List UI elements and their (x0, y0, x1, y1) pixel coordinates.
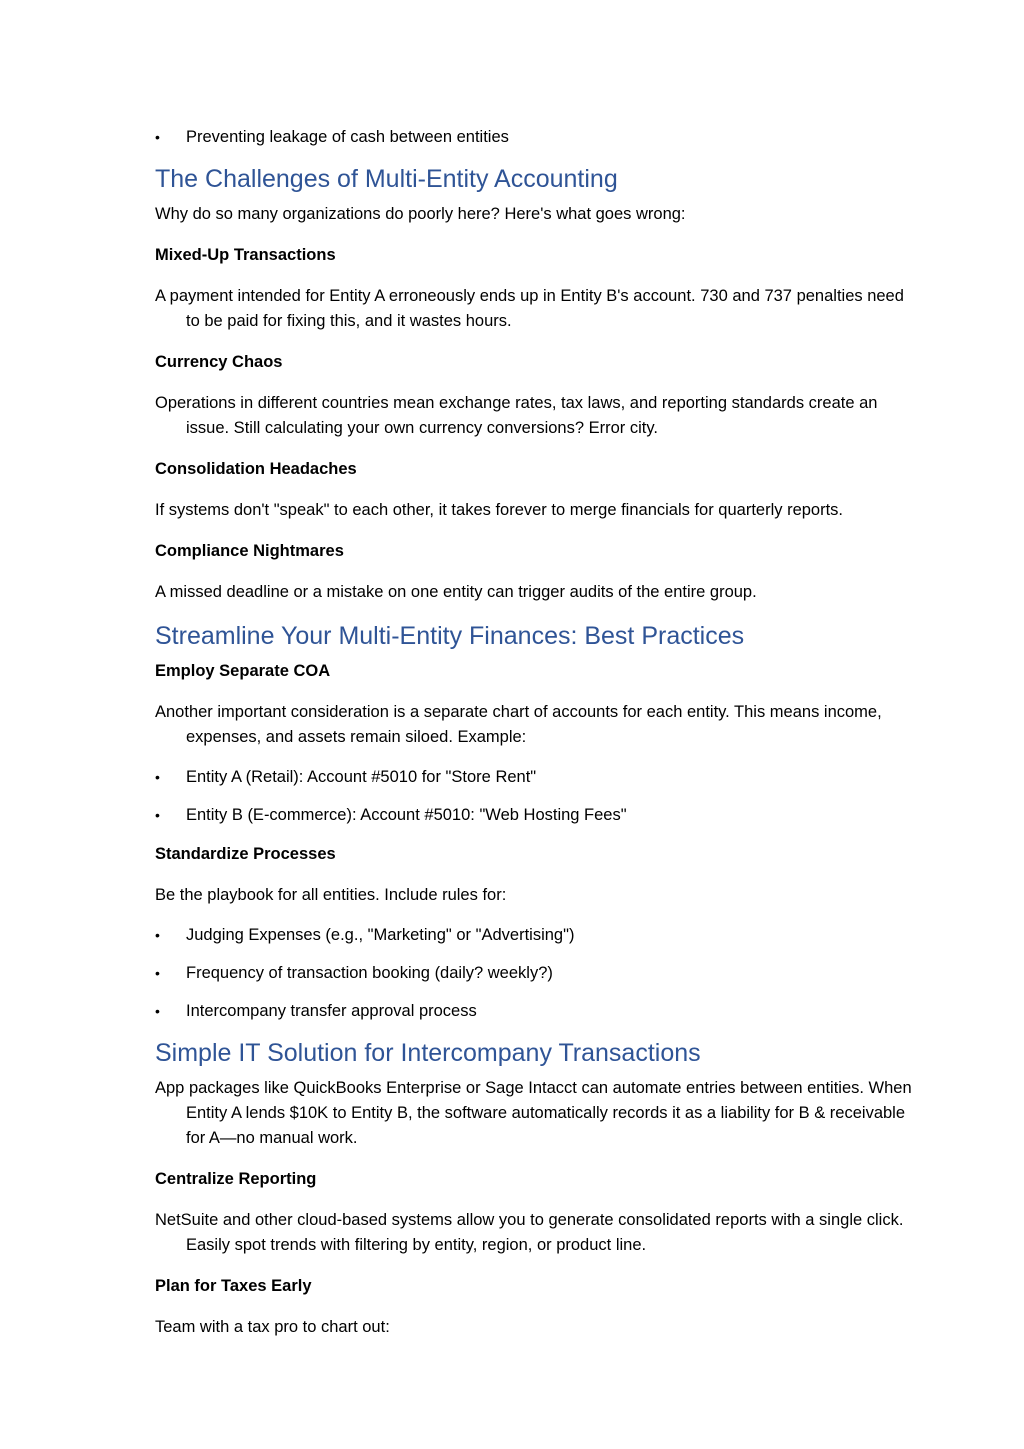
bullet-icon: • (155, 1003, 160, 1019)
list-item (155, 1000, 915, 1022)
subheading-standardize: Standardize Processes (155, 845, 336, 863)
section-heading-it-solution: Simple IT Solution for Intercompany Transactions (155, 1039, 701, 1067)
list-item-text: Entity A (Retail): Account #5010 for "Store Rent" (186, 768, 537, 786)
paragraph-taxes: Team with a tax pro to chart out: (155, 1318, 390, 1336)
section-heading-challenges: The Challenges of Multi-Entity Accounting (155, 165, 618, 193)
list-item (155, 766, 915, 788)
subheading-consolidation: Consolidation Headaches (155, 460, 357, 478)
list-item (155, 804, 915, 826)
paragraph-currency: Operations in different countries mean exchange rates, tax laws, and reporting standards create an issue. Still calculating your own currency conversions? Error city. (155, 394, 878, 437)
paragraph-reporting: NetSuite and other cloud-based systems allow you to generate consolidated reports with a single click. Easily spot trends with filtering by entity, region, or product line. (155, 1211, 904, 1254)
list-item-text: Judging Expenses (e.g., "Marketing" or "Advertising") (186, 926, 575, 944)
subheading-currency: Currency Chaos (155, 353, 283, 371)
paragraph-it-solution: App packages like QuickBooks Enterprise or Sage Intacct can automate entries between entities. When Entity A lends $10K to Entity B, the software automatically records it as a liability for B & receivable for A—no manual work. (155, 1079, 912, 1147)
paragraph-intro: Why do so many organizations do poorly here? Here's what goes wrong: (155, 205, 686, 223)
paragraph-standardize: Be the playbook for all entities. Include rules for: (155, 886, 507, 904)
subheading-mixed-up: Mixed-Up Transactions (155, 246, 336, 264)
list-item-text: Intercompany transfer approval process (186, 1002, 477, 1020)
subheading-taxes: Plan for Taxes Early (155, 1277, 312, 1295)
bullet-icon: • (155, 965, 160, 981)
list-item-text: Entity B (E-commerce): Account #5010: "Web Hosting Fees" (186, 806, 627, 824)
bullet-icon: • (155, 927, 160, 943)
bullet-icon: • (155, 807, 160, 823)
subheading-reporting: Centralize Reporting (155, 1170, 317, 1188)
bullet-icon: • (155, 129, 160, 145)
list-item (155, 126, 915, 148)
subheading-coa: Employ Separate COA (155, 662, 331, 680)
subheading-compliance: Compliance Nightmares (155, 542, 344, 560)
paragraph-consolidation: If systems don't "speak" to each other, it takes forever to merge financials for quarterly reports. (155, 501, 844, 519)
list-item-text: Preventing leakage of cash between entities (186, 128, 509, 146)
list-item (155, 962, 915, 984)
paragraph-mixed-up: A payment intended for Entity A erroneously ends up in Entity B's account. 730 and 737 penalties need to be paid for fixing this, and it wastes hours. (155, 287, 904, 330)
bullet-icon: • (155, 769, 160, 785)
list-item-text: Frequency of transaction booking (daily? weekly?) (186, 964, 553, 982)
paragraph-compliance: A missed deadline or a mistake on one entity can trigger audits of the entire group. (155, 583, 757, 601)
document-page (155, 126, 915, 1356)
list-item (155, 924, 915, 946)
paragraph-coa: Another important consideration is a separate chart of accounts for each entity. This means income, expenses, and assets remain siloed. Example: (155, 703, 882, 746)
section-heading-streamline: Streamline Your Multi-Entity Finances: Best Practices (155, 622, 745, 650)
